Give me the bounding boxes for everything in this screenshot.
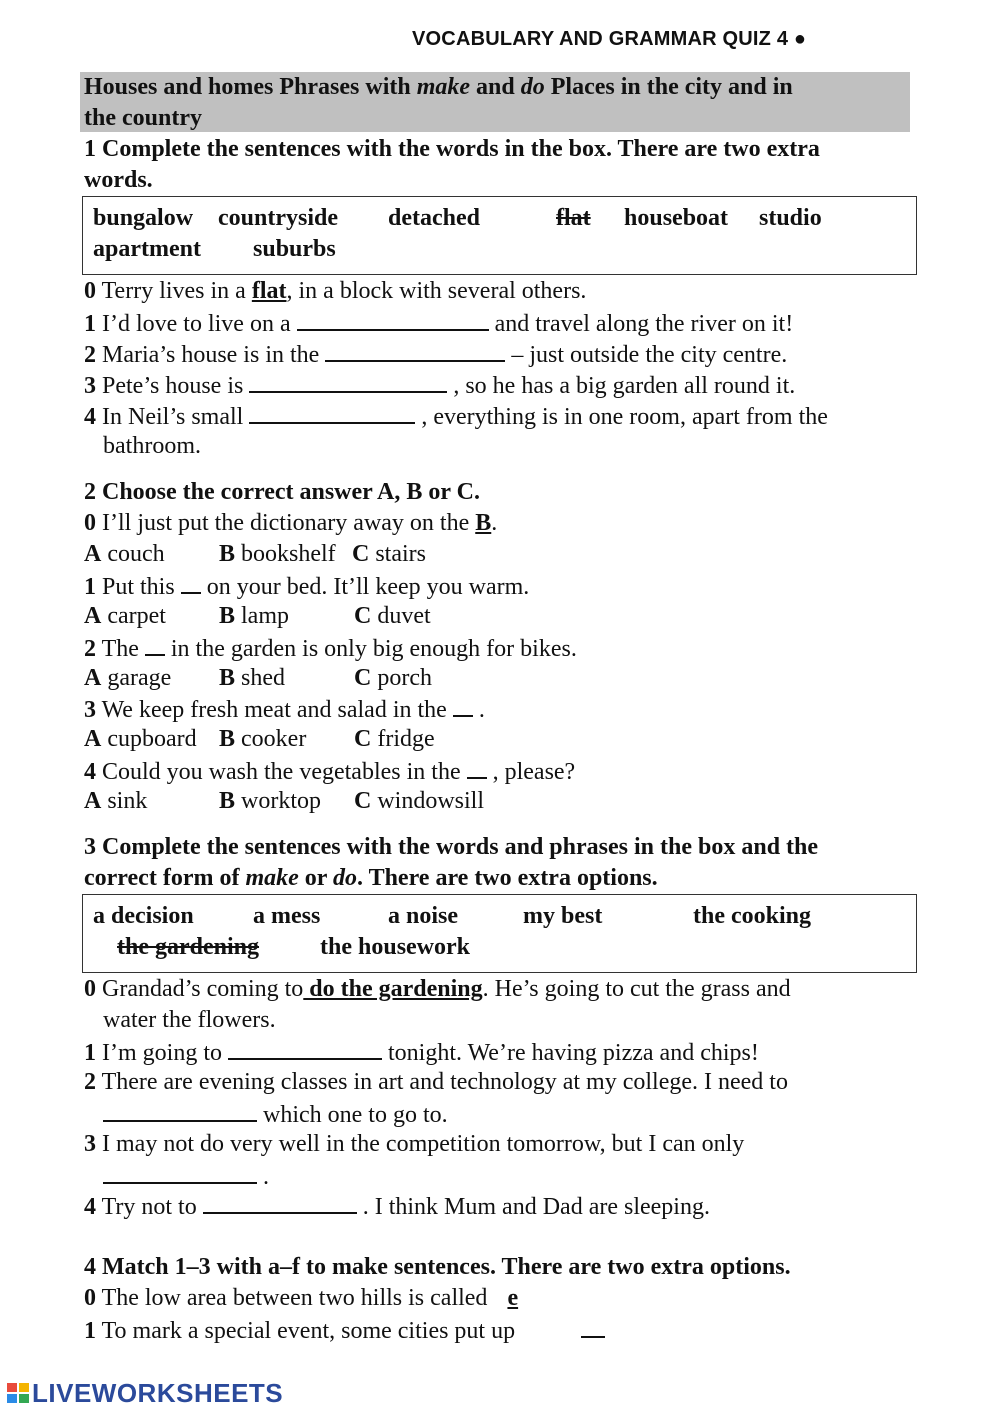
item-text: I’m going to [96, 1040, 228, 1066]
answer-blank[interactable] [228, 1036, 382, 1060]
word-bungalow: bungalow [93, 205, 194, 231]
item-text: The low area between two hills is called [96, 1285, 494, 1311]
item-text: – just outside the city centre. [505, 342, 788, 368]
ex2-item-2 [84, 632, 577, 665]
answer-blank[interactable] [203, 1190, 357, 1214]
instr-text: . There are two extra options. [357, 865, 658, 891]
option-b: lamp [241, 603, 290, 629]
banner-text-1: Houses and homes Phrases with [84, 74, 417, 100]
item-number: 0 [84, 1285, 96, 1311]
ex2-options-3 [84, 724, 435, 755]
item-text: Grandad’s coming to [96, 976, 304, 1002]
topic-banner [80, 72, 910, 132]
phrase-a-noise: a noise [388, 903, 459, 929]
ex1-instruction-l1: 1 Complete the sentences with the words in the box. There are two extra [84, 136, 820, 162]
option-letter: A [84, 788, 102, 814]
word-suburbs: suburbs [253, 236, 336, 262]
ex2-item-3 [84, 693, 485, 726]
word-detached: detached [388, 205, 480, 231]
item-text: . I think Mum and Dad are sleeping. [356, 1194, 710, 1220]
ex4-item-1 [84, 1314, 605, 1347]
logo-text: LIVEWORKSHEETS [32, 1378, 284, 1408]
instr-do: do [333, 865, 357, 891]
item-number: 4 [84, 1194, 96, 1220]
option-letter: C [354, 726, 372, 752]
item-number: 1 [84, 311, 96, 337]
item-text: which one to go to. [257, 1102, 448, 1128]
ex4-instruction: 4 Match 1–3 with a–f to make sentences. There are two extra options. [84, 1254, 791, 1280]
example-answer: e [507, 1285, 519, 1311]
option-c: stairs [375, 541, 427, 567]
liveworksheets-logo[interactable] [6, 1378, 283, 1409]
answer-blank[interactable] [325, 338, 505, 362]
instr-make: make [245, 865, 299, 891]
item-text: Pete’s house is [96, 373, 250, 399]
phrase-a-decision: a decision [93, 903, 194, 929]
option-b: cooker [241, 726, 307, 752]
option-letter: A [84, 726, 102, 752]
item-text: , everything is in one room, apart from the [415, 404, 828, 430]
item-number: 2 [84, 1069, 96, 1095]
option-letter: B [219, 603, 236, 629]
ex3-item-2 [84, 1067, 788, 1098]
item-number: 3 [84, 373, 96, 399]
ex1-item-4 [84, 400, 828, 433]
option-letter: C [354, 788, 372, 814]
option-c: porch [377, 665, 432, 691]
option-letter: B [219, 726, 236, 752]
option-letter: C [354, 665, 372, 691]
answer-blank[interactable] [249, 400, 415, 424]
item-text: . [472, 697, 485, 723]
item-text: The [96, 636, 145, 662]
item-number: 1 [84, 1318, 96, 1344]
item-text: Maria’s house is in the [96, 342, 326, 368]
option-letter: B [219, 665, 236, 691]
item-text: There are evening classes in art and technology at my college. I need to [96, 1069, 788, 1095]
item-text: in the garden is only big enough for bikes. [164, 636, 577, 662]
item-text: , so he has a big garden all round it. [447, 373, 796, 399]
option-letter: C [352, 541, 370, 567]
item-text: . [491, 510, 498, 536]
option-c: windowsill [377, 788, 485, 814]
item-text: , in a block with several others. [286, 278, 587, 304]
answer-blank[interactable] [249, 369, 447, 393]
word-countryside: countryside [218, 205, 338, 231]
ex3-item-3 [84, 1129, 744, 1160]
ex1-item-2 [84, 338, 787, 371]
word-apartment: apartment [93, 236, 201, 262]
word-flat-crossed: flat [556, 205, 591, 231]
item-number: 2 [84, 636, 96, 662]
item-text: I may not do very well in the competition tomorrow, but I can only [96, 1131, 745, 1157]
ex3-item-1 [84, 1036, 759, 1069]
ex1-word-box [82, 196, 917, 275]
ex3-item-0 [84, 974, 791, 1005]
example-answer: B [475, 510, 492, 536]
answer-blank[interactable] [581, 1314, 605, 1338]
ex1-item-0 [84, 276, 586, 307]
phrase-a-mess: a mess [253, 903, 321, 929]
answer-blank[interactable] [181, 570, 201, 594]
answer-blank[interactable] [467, 755, 487, 779]
ex2-options-2 [84, 663, 432, 694]
banner-do: do [520, 74, 545, 100]
answer-blank[interactable] [297, 307, 489, 331]
ex1-instruction-l2: words. [84, 167, 153, 193]
item-text: . [257, 1164, 269, 1190]
item-text: I’ll just put the dictionary away on the [96, 510, 476, 536]
instr-text: correct form of [84, 865, 246, 891]
logo-icon [6, 1381, 30, 1405]
item-text: In Neil’s small [96, 404, 250, 430]
option-a: carpet [107, 603, 166, 629]
ex1-item-1 [84, 307, 793, 340]
option-a: cupboard [107, 726, 197, 752]
banner-text-2: Places in the city and in [544, 74, 793, 100]
answer-blank[interactable] [103, 1098, 257, 1122]
answer-blank[interactable] [103, 1160, 257, 1184]
option-c: duvet [377, 603, 431, 629]
word-houseboat: houseboat [624, 205, 729, 231]
item-text: and travel along the river on it! [488, 311, 794, 337]
option-letter: A [84, 665, 102, 691]
example-answer: do the gardening [303, 976, 483, 1002]
option-b: worktop [241, 788, 322, 814]
banner-make: make [416, 74, 471, 100]
option-b: shed [241, 665, 286, 691]
option-letter: B [219, 541, 236, 567]
example-answer: flat [251, 278, 287, 304]
phrase-the-gardening-crossed: the gardening [117, 934, 260, 960]
option-letter: A [84, 603, 102, 629]
item-number: 2 [84, 342, 96, 368]
banner-and: and [470, 74, 521, 100]
phrase-my-best: my best [523, 903, 603, 929]
item-number: 3 [84, 697, 96, 723]
item-text: Terry lives in a [96, 278, 252, 304]
ex2-item-4 [84, 755, 575, 788]
item-text: tonight. We’re having pizza and chips! [382, 1040, 759, 1066]
item-number: 0 [84, 510, 96, 536]
item-text: To mark a special event, some cities put up [96, 1318, 522, 1344]
ex3-item-4 [84, 1190, 710, 1223]
answer-blank[interactable] [145, 632, 165, 656]
item-number: 4 [84, 404, 96, 430]
ex3-instruction-l1: 3 Complete the sentences with the words and phrases in the box and the [84, 834, 819, 860]
option-letter: B [219, 788, 236, 814]
option-letter: A [84, 541, 102, 567]
option-b: bookshelf [241, 541, 336, 567]
option-letter: C [354, 603, 372, 629]
ex1-item-4-cont: bathroom. [103, 433, 201, 459]
item-text: I’d love to live on a [96, 311, 297, 337]
item-text: Try not to [96, 1194, 203, 1220]
item-number: 0 [84, 976, 96, 1002]
ex3-item-0-cont: water the flowers. [103, 1007, 276, 1033]
ex2-item-1 [84, 570, 529, 603]
instr-text: or [298, 865, 333, 891]
option-a: couch [107, 541, 165, 567]
item-number: 3 [84, 1131, 96, 1157]
item-number: 0 [84, 278, 96, 304]
option-a: sink [107, 788, 148, 814]
ex3-item-3-cont [103, 1160, 269, 1193]
item-number: 1 [84, 1040, 96, 1066]
item-number: 4 [84, 759, 96, 785]
banner-line-2: the country [84, 105, 202, 131]
ex2-options-0 [84, 539, 426, 570]
ex2-instruction: 2 Choose the correct answer A, B or C. [84, 479, 480, 505]
item-text: Put this [96, 574, 181, 600]
option-c: fridge [377, 726, 435, 752]
item-text: , please? [486, 759, 576, 785]
ex2-options-1 [84, 601, 431, 632]
item-text: on your bed. It’ll keep you warm. [200, 574, 530, 600]
item-number: 1 [84, 574, 96, 600]
ex3-item-2-cont [103, 1098, 448, 1131]
word-studio: studio [759, 205, 822, 231]
ex2-item-0 [84, 508, 497, 539]
quiz-title: VOCABULARY AND GRAMMAR QUIZ 4 ● [412, 28, 807, 50]
ex1-item-3 [84, 369, 795, 402]
item-text: . He’s going to cut the grass and [482, 976, 791, 1002]
ex4-item-0 [84, 1283, 518, 1314]
item-text: We keep fresh meat and salad in the [96, 697, 453, 723]
option-a: garage [107, 665, 172, 691]
ex3-instruction-l2 [84, 863, 658, 894]
ex2-options-4 [84, 786, 484, 817]
item-text: Could you wash the vegetables in the [96, 759, 467, 785]
ex3-phrase-box [82, 894, 917, 973]
answer-blank[interactable] [453, 693, 473, 717]
phrase-the-housework: the housework [320, 934, 471, 960]
phrase-the-cooking: the cooking [693, 903, 812, 929]
